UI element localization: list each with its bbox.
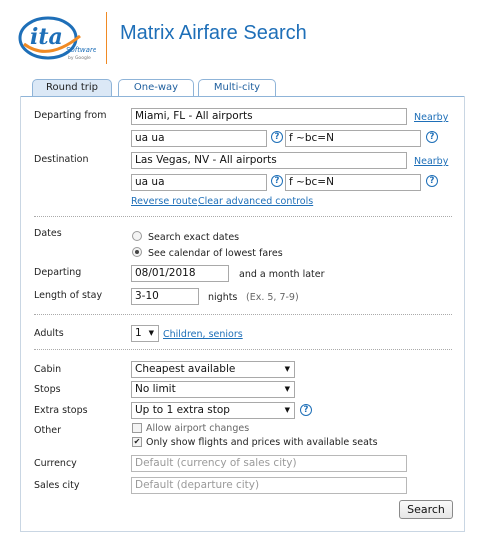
- tab-multi-city[interactable]: Multi-city: [198, 79, 276, 96]
- departing-date-input[interactable]: 08/01/2018: [131, 265, 229, 282]
- origin-input[interactable]: Miami, FL - All airports: [131, 108, 407, 125]
- departing-label: Departing: [34, 267, 82, 278]
- help-circle-icon[interactable]: ?: [426, 131, 438, 143]
- logo-wordmark: ita: [30, 24, 63, 50]
- chevron-down-icon: ▼: [284, 385, 290, 393]
- origin-extension-input[interactable]: f ~bc=N: [285, 130, 421, 147]
- length-of-stay-input[interactable]: 3-10: [131, 288, 199, 305]
- available-seats-checkbox[interactable]: [132, 437, 142, 447]
- stops-value: No limit: [135, 383, 176, 395]
- departing-from-label: Departing from: [34, 110, 107, 121]
- cabin-value: Cheapest available: [135, 363, 236, 375]
- adults-label: Adults: [34, 328, 64, 339]
- currency-label: Currency: [34, 458, 77, 469]
- allow-airport-changes-label: Allow airport changes: [146, 423, 250, 434]
- ita-software-logo: [18, 14, 96, 62]
- clear-advanced-controls-link[interactable]: Clear advanced controls: [198, 196, 314, 207]
- calendar-lowest-fares-radio[interactable]: [132, 247, 142, 257]
- extra-stops-label: Extra stops: [34, 405, 88, 416]
- stay-example-hint: (Ex. 5, 7-9): [246, 292, 299, 303]
- destination-nearby-link[interactable]: Nearby: [414, 156, 449, 167]
- calendar-lowest-fares-label: See calendar of lowest fares: [148, 248, 283, 259]
- header-divider: [106, 12, 107, 64]
- stops-label: Stops: [34, 384, 61, 395]
- chevron-down-icon: ▼: [284, 406, 290, 414]
- allow-airport-changes-checkbox[interactable]: [132, 423, 142, 433]
- section-divider: [34, 314, 452, 315]
- tab-one-way[interactable]: One-way: [118, 79, 194, 96]
- search-button[interactable]: Search: [399, 500, 453, 519]
- cabin-label: Cabin: [34, 364, 62, 375]
- chevron-down-icon: ▼: [148, 329, 154, 337]
- available-seats-label: Only show flights and prices with available seats: [146, 437, 378, 448]
- logo-subtitle: Software: [66, 46, 96, 54]
- extra-stops-value: Up to 1 extra stop: [135, 404, 230, 416]
- origin-nearby-link[interactable]: Nearby: [414, 112, 449, 123]
- chevron-down-icon: ▼: [284, 365, 290, 373]
- dates-label: Dates: [34, 228, 62, 239]
- search-exact-dates-radio[interactable]: [132, 231, 142, 241]
- help-circle-icon[interactable]: ?: [426, 175, 438, 187]
- checkmark-icon: ✔: [133, 437, 141, 446]
- sales-city-input[interactable]: Default (departure city): [131, 477, 407, 494]
- nights-label: nights: [208, 292, 238, 303]
- destination-extension-input[interactable]: f ~bc=N: [285, 174, 421, 191]
- section-divider: [34, 349, 452, 350]
- ita-logo-graphic: [18, 14, 96, 62]
- sales-city-label: Sales city: [34, 480, 80, 491]
- destination-input[interactable]: Las Vegas, NV - All airports: [131, 152, 407, 169]
- stops-select[interactable]: [131, 381, 295, 398]
- other-label: Other: [34, 425, 61, 436]
- length-of-stay-label: Length of stay: [34, 290, 103, 301]
- page-title: Matrix Airfare Search: [120, 22, 307, 44]
- help-circle-icon[interactable]: ?: [271, 175, 283, 187]
- section-divider: [34, 216, 452, 217]
- tab-round-trip[interactable]: Round trip: [32, 79, 112, 97]
- cabin-select[interactable]: [131, 361, 295, 378]
- origin-routing-input[interactable]: ua ua: [131, 130, 267, 147]
- adults-value: 1: [135, 327, 142, 339]
- help-circle-icon[interactable]: ?: [271, 131, 283, 143]
- reverse-route-link[interactable]: Reverse route: [131, 196, 198, 207]
- extra-stops-select[interactable]: [131, 402, 295, 419]
- destination-routing-input[interactable]: ua ua: [131, 174, 267, 191]
- destination-label: Destination: [34, 154, 89, 165]
- adults-select[interactable]: [131, 325, 159, 342]
- currency-input[interactable]: Default (currency of sales city): [131, 455, 407, 472]
- help-circle-icon[interactable]: ?: [300, 404, 312, 416]
- children-seniors-link[interactable]: Children, seniors: [163, 329, 243, 340]
- departing-date-suffix: and a month later: [239, 269, 325, 280]
- search-exact-dates-label: Search exact dates: [148, 232, 240, 243]
- logo-byline: by Google: [68, 56, 91, 61]
